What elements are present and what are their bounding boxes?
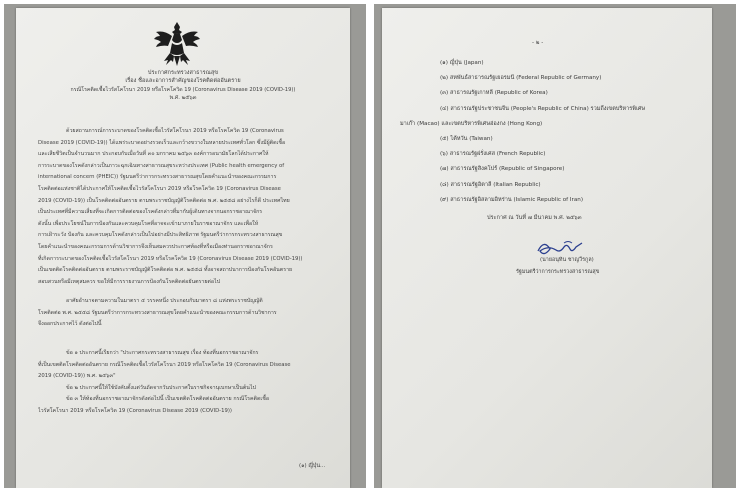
list-item: (๙) สาธารณรัฐอิสลามอิหร่าน (Islamic Republic of Iran) [440, 196, 584, 203]
body-line: และเสียชีวิตเป็นจำนวนมาก ประกอบกับเมื่อวันที่ ๓๐ มกราคม ๒๕๖๓ องค์การอนามัยโลกได้ประกาศให้ [38, 151, 269, 158]
body-line: Disease 2019 (COVID-19)) ได้แพร่ระบาดอย่างรวดเร็วและกว้างขวางในหลายประเทศทั่วโลก ซึ่งมีผู้ติดเชื้อ [38, 139, 286, 146]
body-line: เป็นเขตติดโรคติดต่ออันตราย ตามพระราชบัญญัติโรคติดต่อ พ.ศ. ๒๕๕๘ ทั้งอาจสถาปนาการป้องกันโรคอันตราย [38, 267, 293, 274]
body-paragraph-2 [38, 296, 330, 331]
page-1-photo [4, 4, 366, 488]
body-line: โดยคำแนะนำของคณะกรรมการด้านวิชาการจึงเห็นสมควรประกาศท้องที่หรือเมืองท่านอกราชอาณาจักร [38, 243, 273, 250]
title-line-4: พ.ศ. ๒๕๖๓ [169, 95, 197, 101]
list-item: (๕) ไต้หวัน (Taiwan) [440, 135, 493, 142]
body-line: ไวรัสโคโรนา 2019 หรือโรคโควิด 19 (Coronavirus Disease 2019 (COVID-19)) [38, 407, 232, 414]
list-item: (๘) สาธารณรัฐอิตาลี (Italian Republic) [440, 181, 541, 188]
list-item: มาเก๊า (Macao) และเขตบริหารพิเศษฮ่องกง (Hong Kong) [400, 120, 543, 127]
body-line: ที่เป็นเขตติดโรคติดต่ออันตราย กรณีโรคติดเชื้อไวรัสโคโรนา 2019 หรือโรคโควิด 19 (Coronavirus Disease [38, 361, 291, 368]
list-item: (๓) สาธารณรัฐเกาหลี (Republic of Korea) [440, 90, 548, 97]
list-item: (๒) สหพันธ์สาธารณรัฐเยอรมนี (Federal Republic of Germany) [440, 75, 602, 82]
signer-name: (นายอนุทิน ชาญวีรกูล) [540, 257, 594, 263]
body-line: จึงออกประกาศไว้ ดังต่อไปนี้ [38, 321, 102, 328]
page-1-sheet [16, 8, 350, 488]
title-line-2: เรื่อง ชื่อและอาการสำคัญของโรคติดต่ออันตราย [125, 78, 241, 84]
body-line: ดังนั้น เพื่อประโยชน์ในการป้องกันและควบคุมโรคที่อาจจะเข้ามาภายในราชอาณาจักร และเพื่อให้ [38, 220, 259, 227]
signer-title: รัฐมนตรีว่าการกระทรวงสาธารณสุข [516, 269, 600, 275]
body-line: โรคติดต่อแห่งชาติได้ประกาศให้โรคติดเชื้อไวรัสโคโรนา 2019 หรือโรคโควิด 19 (Coronavirus Disease [38, 185, 281, 192]
body-paragraph-3 [38, 348, 330, 418]
list-item: (๗) สาธารณรัฐสิงคโปร์ (Republic of Singapore) [440, 166, 565, 173]
body-line: ด้วยสถานการณ์การระบาดของโรคติดเชื้อไวรัสโคโรนา 2019 หรือโรคโควิด 19 (Coronavirus [66, 128, 284, 134]
body-line: การเฝ้าระวัง ป้องกัน และควบคุมโรคดังกล่าวเป็นไปอย่างมีประสิทธิภาพ รัฐมนตรีว่าการกระทรวงสาธารณสุข [38, 232, 283, 239]
title-line-1: ประกาศกระทรวงสาธารณสุข [147, 70, 219, 76]
body-line: ข้อ ๓ ให้ท้องที่นอกราชอาณาจักรดังต่อไปนี้ เป็นเขตติดโรคติดต่ออันตราย กรณีโรคติดเชื้อ [66, 396, 270, 403]
body-line: สอบสวนหรือมีเหตุสมควร ขอให้มีการรายงานการป้องกันโรคติดต่อยันตรายต่อไป [38, 278, 221, 285]
body-line: ข้อ ๑ ประกาศนี้เรียกว่า "ประกาศกระทรวงสาธารณสุข เรื่อง ท้องที่นอกราชอาณาจักร [66, 350, 259, 356]
signature [534, 237, 592, 259]
body-line: ข้อ ๒ ประกาศนี้ให้ใช้บังคับตั้งแต่วันถัดจากวันประกาศในราชกิจจานุเบกษาเป็นต้นไป [66, 384, 256, 391]
body-line: ที่เกิดการระบาดของโรคติดเชื้อไวรัสโคโรนา 2019 หรือโรคโควิด 19 (Coronavirus Disease 2019 (COVID-19)) [38, 255, 303, 262]
body-line: 2019 (COVID-19)) เป็นโรคติดต่ออันตราย ตามพระราชบัญญัติโรคติดต่อ พ.ศ. ๒๕๕๘ อย่างไรก็ดี ประเทศไทย [38, 197, 290, 204]
continuation-marker: (๑) ญี่ปุ่น... [299, 463, 326, 469]
list-item: (๑) ญี่ปุ่น (Japan) [440, 60, 484, 66]
title-line-3: กรณีโรคติดเชื้อไวรัสโคโรนา 2019 หรือโรคโควิด 19 (Coronavirus Disease 2019 (COVID-19)) [70, 87, 296, 93]
body-line: การระบาดของโรคดังกล่าวเป็นภาวะฉุกเฉินทางสาธารณสุขระหว่างประเทศ (Public health emergency of [38, 162, 285, 169]
announcement-date: ประกาศ ณ วันที่ ๗ มีนาคม พ.ศ. ๒๕๖๓ [487, 215, 582, 221]
body-line: เป็นประเทศที่มีความเสี่ยงที่จะเกิดการติดต่อของโรคดังกล่าวที่มากับผู้เดินทางจากนอกราชอาณาจักร [38, 209, 263, 216]
garuda-emblem [152, 20, 202, 68]
page-number: - ๒ - [532, 40, 544, 46]
list-item: (๔) สาธารณรัฐประชาชนจีน (People's Republic of China) รวมถึงเขตบริหารพิเศษ [440, 105, 646, 112]
body-line: โรคติดต่อ พ.ศ. ๒๕๕๘ รัฐมนตรีว่าการกระทรวงสาธารณสุขโดยคำแนะนำของคณะกรรมการด้านวิชาการ [38, 309, 277, 316]
body-line: อาศัยอำนาจตามความในมาตรา ๕ วรรคหนึ่ง ประกอบกับมาตรา ๘ แห่งพระราชบัญญัติ [66, 298, 263, 304]
page-2-photo [374, 4, 736, 488]
list-item: (๖) สาธารณรัฐฝรั่งเศส (French Republic) [440, 151, 546, 158]
body-paragraph-1 [38, 126, 330, 288]
body-line: international concern (PHEIC)) รัฐมนตรีว่าการกระทรวงสาธารณสุขโดยคำแนะนำของคณะกรรมการ [38, 174, 277, 181]
page-2-sheet [382, 8, 712, 488]
country-list [400, 56, 646, 208]
body-line: 2019 (COVID-19)) พ.ศ. ๒๕๖๓" [38, 373, 116, 380]
